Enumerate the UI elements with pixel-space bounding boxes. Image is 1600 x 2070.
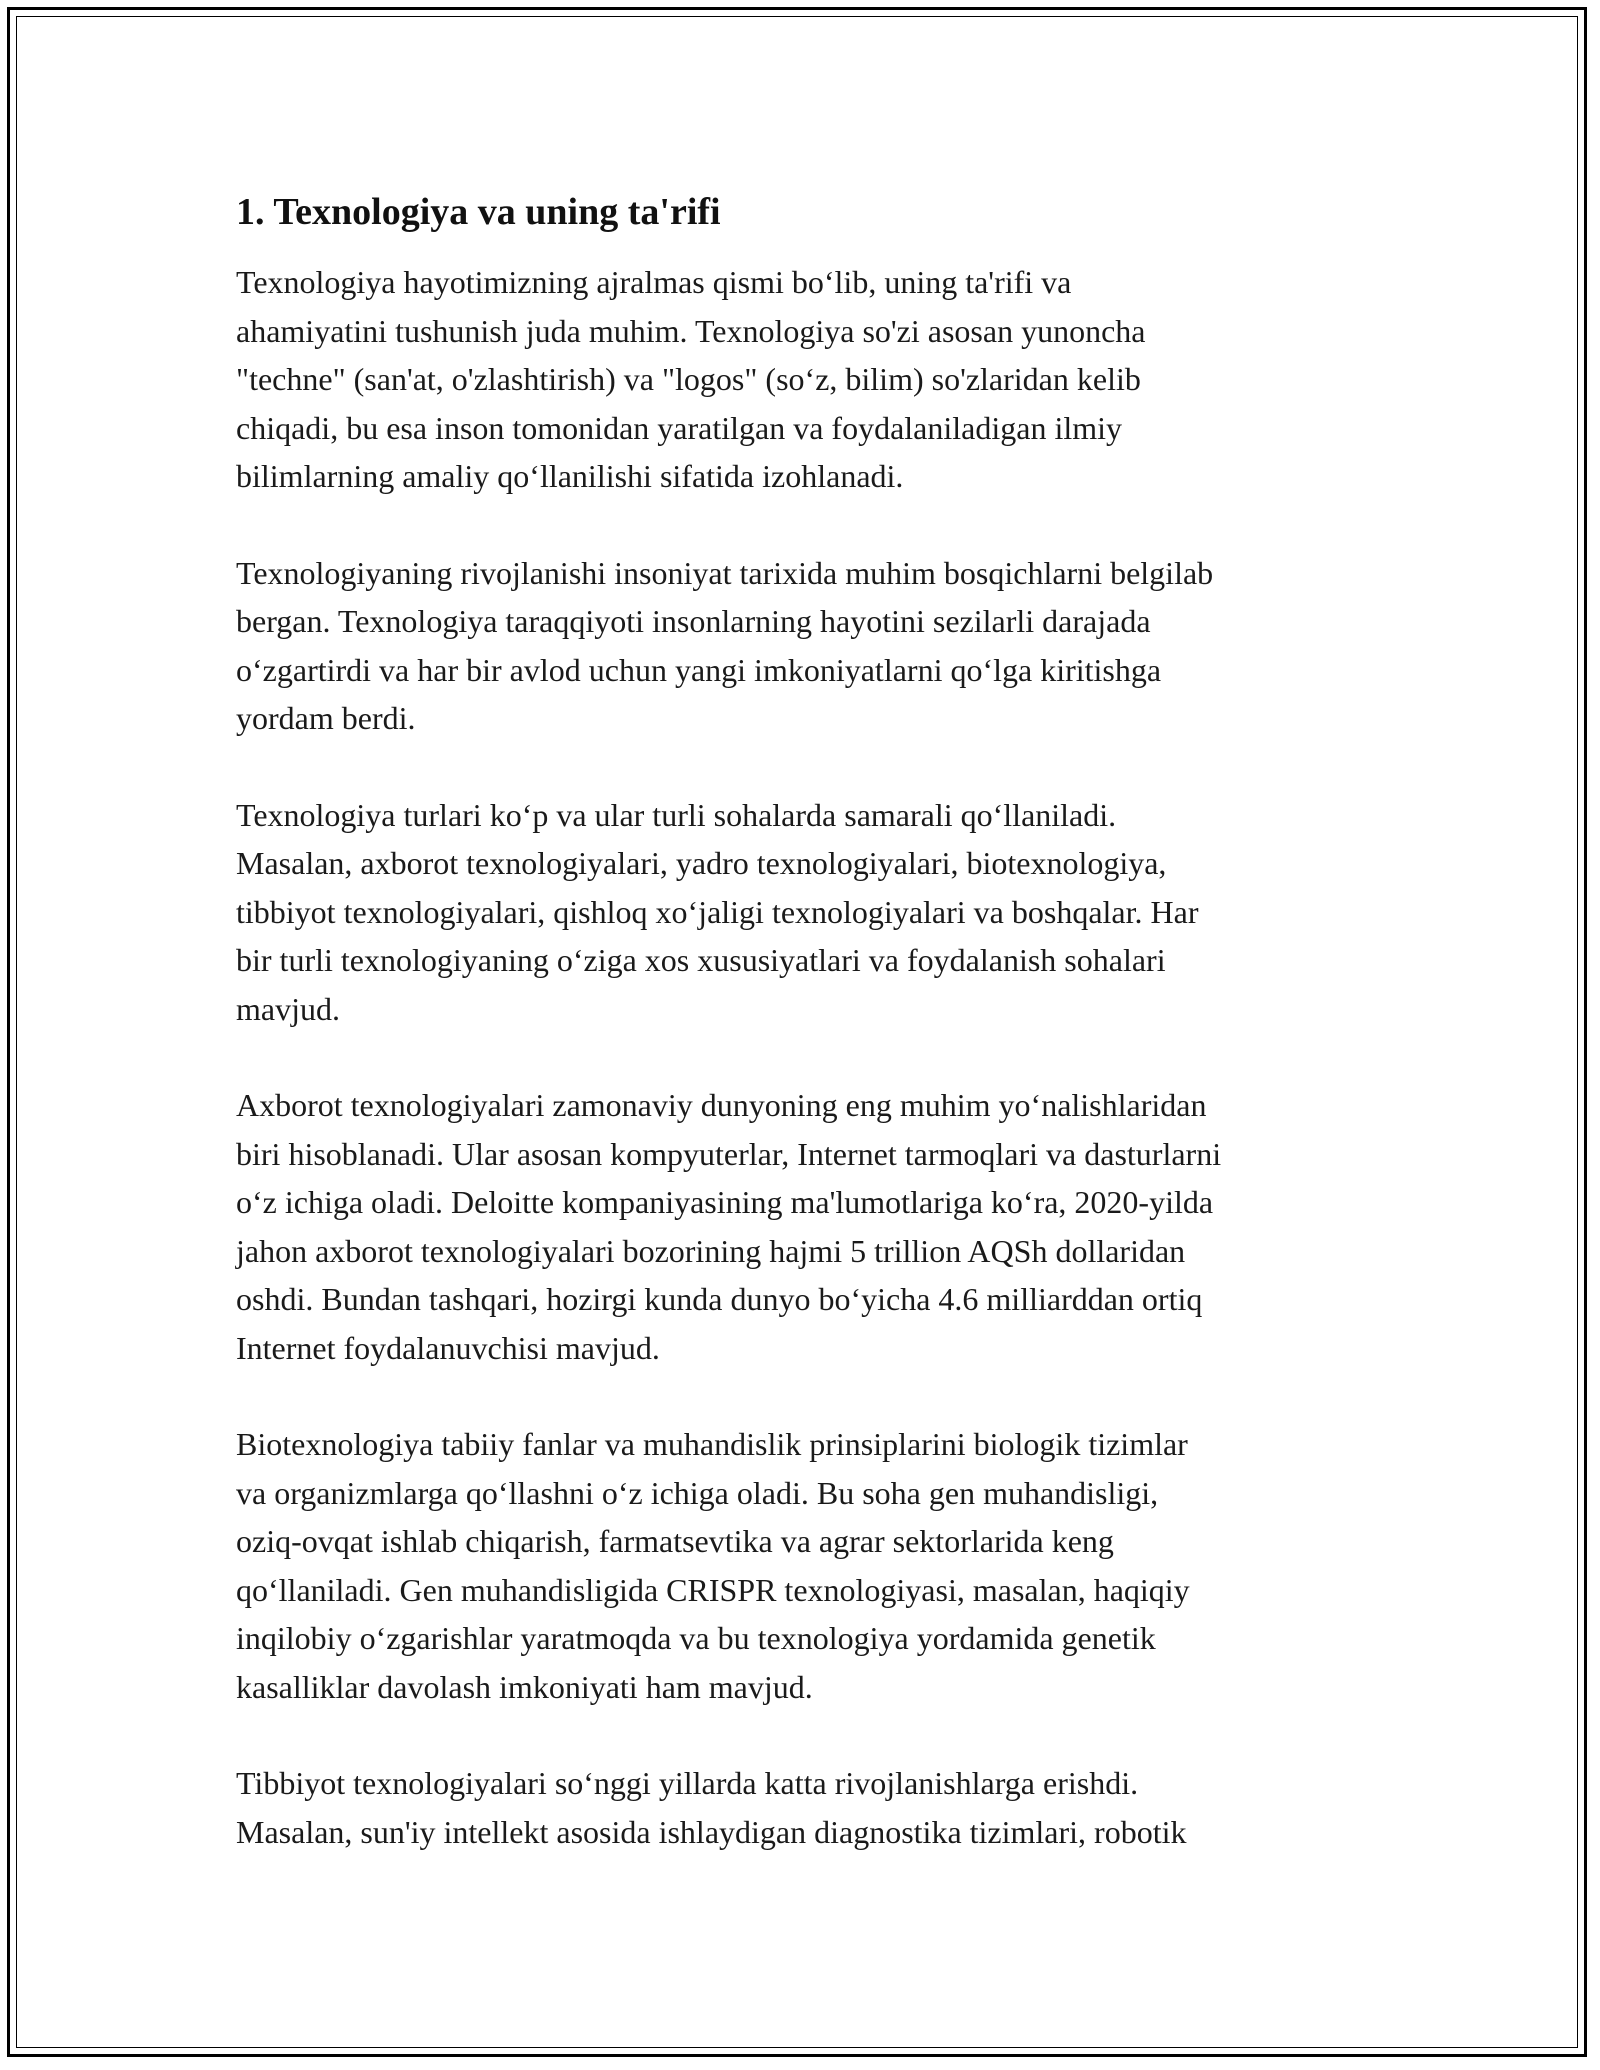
paragraph-information-technology: Axborot texnologiyalari zamonaviy dunyoning eng muhim yo‘nalishlaridan biri hisoblanadi. Ular asosan kompyuterlar, Internet tarmoqlari va dasturlarni o‘z ichiga oladi. Deloitte kompaniyasining ma'lumotlariga ko‘ra, 2020-yilda jahon axborot texnologiyalari bozorining hajmi 5 trillion AQSh dollaridan oshdi. Bundan tashqari, hozirgi kunda dunyo bo‘yicha 4.6 milliarddan ortiq Internet foydalanuvchisi mavjud. — [236, 1087, 1222, 1366]
paragraph-medical-technology: Tibbiyot texnologiyalari so‘nggi yillarda katta rivojlanishlarga erishdi. Masalan, sun'iy intellekt asosida ishlaydigan diagnostika tizimlari, robotik — [236, 1765, 1187, 1850]
paragraph-biotechnology: Biotexnologiya tabiiy fanlar va muhandislik prinsiplarini biologik tizimlar va organizmlarga qo‘llashni o‘z ichiga oladi. Bu soha gen muhandisligi, oziq-ovqat ishlab chiqarish, farmatsevtika va agrar sektorlarida keng qo‘llaniladi. Gen muhandisligida CRISPR texnologiyasi, masalan, haqiqiy inqilobiy o‘zgarishlar yaratmoqda va bu texnologiya yordamida genetik kasalliklar davolash imkoniyati ham mavjud. — [236, 1426, 1190, 1705]
document-body — [236, 186, 1376, 1904]
paragraph-types: Texnologiya turlari ko‘p va ular turli sohalarda samarali qo‘llaniladi. Masalan, axborot texnologiyalari, yadro texnologiyalari, biotexnologiya, tibbiyot texnologiyalari, qishloq xo‘jaligi texnologiyalari va boshqalar. Har bir turli texnologiyaning o‘ziga xos xususiyatlari va foydalanish sohalari mavjud. — [236, 796, 1199, 1027]
paragraph-development: Texnologiyaning rivojlanishi insoniyat tarixida muhim bosqichlarni belgilab bergan. Texnologiya taraqqiyoti insonlarning hayotini sezilarli darajada o‘zgartirdi va har bir avlod uchun yangi imkoniyatlarni qo‘lga kiritishga yordam berdi. — [236, 554, 1214, 736]
paragraph-definition: Texnologiya hayotimizning ajralmas qismi bo‘lib, uning ta'rifi va ahamiyatini tushunish juda muhim. Texnologiya so'zi asosan yunoncha "techne" (san'at, o'zlashtirish) va "logos" (so‘z, bilim) so'zlaridan kelib chiqadi, bu esa inson tomonidan yaratilgan va foydalaniladigan ilmiy bilimlarning amaliy qo‘llanilishi sifatida izohlanadi. — [236, 264, 1146, 494]
section-heading: 1. Texnologiya va uning ta'rifi — [236, 191, 721, 233]
